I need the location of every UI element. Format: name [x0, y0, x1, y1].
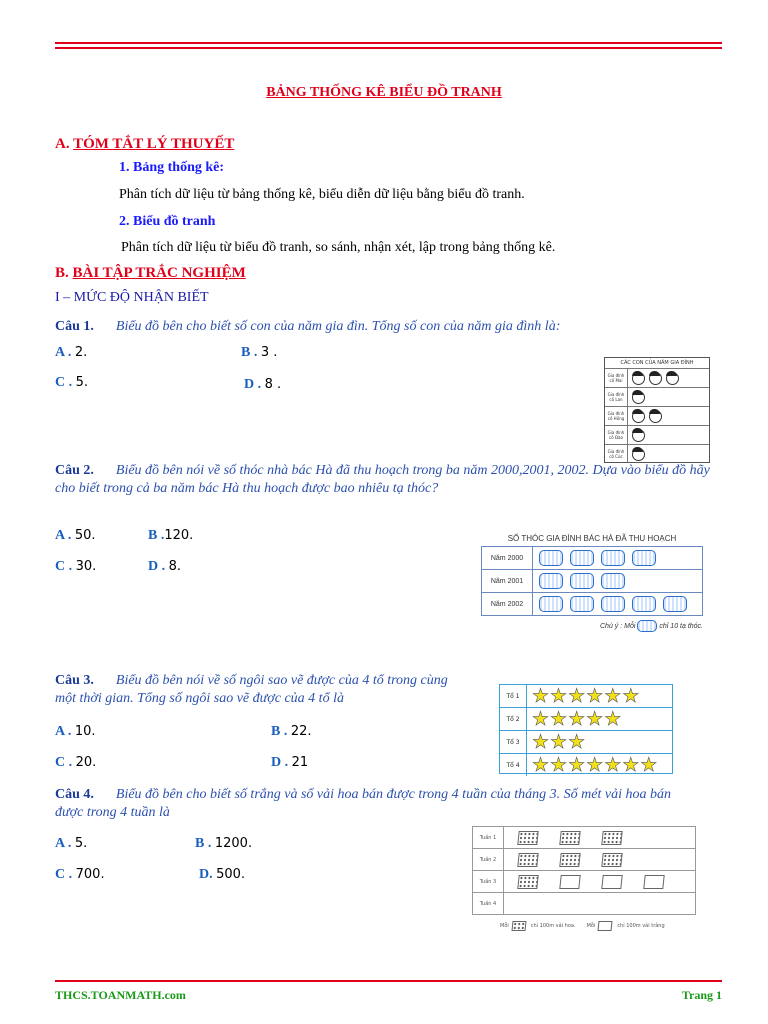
row-label: Gia đình cô Đào [605, 426, 628, 444]
row-label: Năm 2000 [482, 547, 533, 569]
white-fabric-icon [643, 875, 664, 889]
child-face-icon [632, 391, 645, 404]
option-value: 1200 [214, 836, 248, 851]
figure-stars-pictograph [499, 684, 673, 774]
option-value: 3 [260, 345, 270, 360]
q4-option-c[interactable] [55, 867, 105, 883]
theory-item-1-text: Phân tích dữ liệu từ bảng thống kê, biểu diễn dữ liệu bằng biểu đồ tranh. [119, 187, 525, 202]
option-key: D. [199, 867, 217, 882]
figure-legend [481, 616, 703, 632]
row-cells [527, 754, 658, 776]
question-text: Biểu đồ bên nói về số thóc nhà bác Hà đã thu hoạch trong ba năm 2000,2001, 2002. Dựa vào biểu đồ hãy cho biết trong cả ba năm bác Hà thu hoạch được bao nhiêu tạ thóc? [55, 463, 710, 496]
option-suffix: . [91, 528, 96, 543]
section-b-title: BÀI TẬP TRẮC NGHIỆM [72, 265, 246, 281]
option-value: 120 [164, 528, 190, 543]
child-face-icon [632, 429, 645, 442]
child-face-icon [649, 372, 662, 385]
option-key: C . [55, 867, 76, 882]
row-cells [533, 593, 702, 615]
option-suffix: . [83, 375, 89, 390]
figure-caption: CÁC CON CỦA NĂM GIA ĐÌNH [620, 360, 694, 366]
row-label: Tổ 2 [500, 708, 527, 730]
white-fabric-icon [601, 875, 622, 889]
child-face-icon [666, 372, 679, 385]
q2-option-c[interactable] [55, 559, 96, 575]
section-a-heading [55, 136, 234, 153]
figure-rows [472, 826, 696, 915]
option-key: C . [55, 559, 76, 574]
option-value: 10 [74, 724, 92, 739]
star-icon: ★ [604, 685, 623, 707]
flower-fabric-icon [517, 875, 538, 889]
row-label: Gia đình cô Cúc [605, 445, 628, 463]
option-value: 50 [74, 528, 92, 543]
option-suffix: . [91, 724, 96, 739]
rice-sack-icon [632, 550, 656, 566]
star-icon: ★ [532, 754, 551, 776]
option-value: 21 [291, 755, 309, 770]
star-icon: ★ [640, 754, 659, 776]
q3-option-c[interactable] [55, 755, 96, 771]
figure-row [500, 753, 672, 776]
q1-option-c[interactable] [55, 375, 88, 391]
section-b-heading [55, 265, 246, 282]
question-text: Biểu đồ bên nói về số ngôi sao vẽ được của 4 tổ trong cùng một thời gian. Tổng số ngôi sao vẽ được của 4 tổ là [55, 673, 448, 706]
figure-row [473, 848, 695, 870]
q1-option-b[interactable] [241, 345, 277, 361]
star-icon: ★ [622, 685, 641, 707]
legend-flower-prefix: Mỗi [500, 923, 509, 929]
question-3 [55, 671, 465, 707]
q3-option-b[interactable] [271, 724, 312, 740]
question-4 [55, 785, 675, 821]
option-key: D . [244, 377, 265, 392]
star-icon: ★ [604, 708, 623, 730]
row-cells [504, 827, 644, 848]
option-value: 2 [74, 345, 84, 360]
footer-rule [55, 980, 722, 982]
rice-sack-icon [570, 550, 594, 566]
figure-row [473, 892, 695, 914]
legend-white-suffix: chỉ 100m vải trắng [617, 923, 665, 929]
option-key: A . [55, 528, 75, 543]
theory-item-1-title: 1. Bảng thống kê: [119, 160, 225, 175]
rice-sack-icon [601, 596, 625, 612]
figure-row [605, 387, 709, 406]
question-label: Câu 4. [55, 787, 94, 802]
row-label: Gia đình cô Lan [605, 388, 628, 406]
star-icon: ★ [568, 754, 587, 776]
option-suffix: . [176, 559, 182, 574]
star-icon: ★ [568, 708, 587, 730]
child-face-icon [649, 410, 662, 423]
level-heading: I – MỨC ĐỘ NHẬN BIẾT [55, 290, 209, 305]
star-icon: ★ [550, 754, 569, 776]
star-icon: ★ [586, 754, 605, 776]
option-key: B . [195, 836, 215, 851]
figure-row [500, 730, 672, 753]
figure-row [500, 707, 672, 730]
question-label: Câu 2. [55, 463, 94, 478]
option-suffix: . [247, 836, 253, 851]
figure-row [605, 425, 709, 444]
child-face-icon [632, 410, 645, 423]
theory-item-2-title: 2. Biểu đồ tranh [119, 214, 216, 229]
footer-site: THCS.TOANMATH.com [55, 988, 186, 1002]
row-cells [628, 391, 645, 404]
option-suffix: . [269, 345, 278, 360]
star-icon: ★ [568, 731, 587, 753]
q2-option-d[interactable] [148, 559, 181, 575]
rice-sack-icon [601, 550, 625, 566]
figure-row [482, 592, 702, 615]
flower-fabric-icon [601, 831, 622, 845]
question-2 [55, 461, 722, 497]
flower-fabric-icon [601, 853, 622, 867]
row-cells [527, 685, 640, 707]
rice-sack-icon [632, 596, 656, 612]
option-value: 700 [75, 867, 101, 882]
header-rule-top [55, 42, 722, 44]
figure-rows [481, 546, 703, 616]
rice-sack-icon [539, 573, 563, 589]
rice-sack-icon [570, 573, 594, 589]
q4-option-a[interactable] [55, 836, 87, 852]
rice-sack-icon [601, 573, 625, 589]
figure-rice-pictograph [481, 532, 703, 642]
row-label: Tổ 4 [500, 754, 527, 776]
legend-flower-suffix: chỉ 100m vải hoa. [530, 923, 576, 929]
row-cells [628, 448, 645, 461]
row-cells [628, 429, 645, 442]
star-icon: ★ [622, 754, 641, 776]
option-key: C . [55, 375, 76, 390]
row-label: Tổ 3 [500, 731, 527, 753]
question-label: Câu 1. [55, 319, 94, 334]
section-a-title: TÓM TẮT LÝ THUYẾT [73, 136, 235, 152]
row-label: Tuần 1 [473, 827, 504, 848]
row-cells [527, 708, 622, 730]
row-cells [628, 372, 679, 385]
q4-option-b[interactable] [195, 836, 252, 852]
question-1 [55, 317, 715, 335]
option-key: A . [55, 836, 75, 851]
option-key: D . [148, 559, 169, 574]
figure-row [605, 406, 709, 425]
rice-sack-icon [539, 596, 563, 612]
option-key: B . [271, 724, 291, 739]
star-icon: ★ [550, 731, 569, 753]
flower-fabric-icon [559, 831, 580, 845]
section-b-prefix: B. [55, 265, 73, 281]
question-text: Biểu đồ bên cho biết số con của năm gia đìn. Tổng số con của năm gia đình là: [115, 319, 561, 334]
white-fabric-icon [598, 921, 613, 931]
option-suffix: . [100, 867, 105, 882]
rice-sack-icon [570, 596, 594, 612]
legend-prefix: Chú ý : Mỗi [600, 622, 636, 630]
q3-option-a[interactable] [55, 724, 96, 740]
figure-row [473, 827, 695, 848]
page-title: BẢNG THỐNG KÊ BIỂU ĐỒ TRANH [266, 85, 502, 100]
legend-white-prefix: Mỗi [586, 923, 596, 929]
row-label: Tuần 2 [473, 849, 504, 870]
star-icon: ★ [586, 685, 605, 707]
flower-fabric-icon [517, 831, 538, 845]
option-key: C . [55, 755, 76, 770]
option-value: 5 [74, 836, 84, 851]
row-cells [504, 871, 686, 892]
option-key: A . [55, 345, 75, 360]
option-suffix: . [272, 377, 282, 392]
row-label: Gia đình cô Mai [605, 369, 628, 387]
option-suffix: . [92, 559, 97, 574]
star-icon: ★ [532, 685, 551, 707]
option-suffix: . [307, 724, 312, 739]
row-label: Tuần 3 [473, 871, 504, 892]
q1-option-a[interactable] [55, 345, 87, 361]
figure-row [500, 685, 672, 707]
row-label: Gia đình cô Hồng [605, 407, 628, 425]
option-key: B . [148, 528, 165, 543]
legend-suffix: chỉ 10 tạ thóc. [659, 622, 703, 630]
option-value: 22 [290, 724, 308, 739]
star-icon: ★ [586, 708, 605, 730]
option-key: B . [241, 345, 261, 360]
row-cells [533, 570, 702, 592]
child-face-icon [632, 372, 645, 385]
option-suffix: . [240, 867, 246, 882]
star-icon: ★ [532, 731, 551, 753]
row-cells [628, 410, 662, 423]
star-icon: ★ [550, 685, 569, 707]
section-a-prefix: A. [55, 136, 74, 152]
option-suffix: . [83, 345, 88, 360]
q4-option-d[interactable] [199, 867, 245, 883]
option-suffix: . [189, 528, 194, 543]
header-rule-bottom [55, 47, 722, 49]
figure-legend [472, 915, 696, 931]
figure-row [482, 547, 702, 569]
star-icon: ★ [568, 685, 587, 707]
star-icon: ★ [550, 708, 569, 730]
theory-item-2-text: Phân tích dữ liệu từ biểu đồ tranh, so sánh, nhận xét, lập trong bảng thống kê. [121, 240, 556, 255]
row-label: Tổ 1 [500, 685, 527, 707]
figure-children-pictograph [604, 357, 710, 463]
row-label: Năm 2002 [482, 593, 533, 615]
q2-option-a[interactable] [55, 528, 96, 544]
question-label: Câu 3. [55, 673, 94, 688]
option-value: 30 [75, 559, 93, 574]
option-value: 8 [264, 377, 273, 392]
option-suffix: . [92, 755, 97, 770]
star-icon: ★ [604, 754, 623, 776]
row-cells [504, 893, 518, 914]
flower-fabric-icon [511, 921, 526, 931]
option-suffix: . [83, 836, 88, 851]
question-text: Biểu đồ bên cho biết số trắng và số vải hoa bán được trong 4 tuần của tháng 3. Số mét vải hoa bán được trong 4 tuần là [55, 787, 671, 820]
rice-sack-icon [637, 620, 657, 632]
option-value: 20 [75, 755, 93, 770]
figure-row [473, 870, 695, 892]
figure-row [482, 569, 702, 592]
star-icon: ★ [532, 708, 551, 730]
child-face-icon [632, 448, 645, 461]
option-value: 500 [216, 867, 241, 882]
figure-fabric-pictograph [472, 826, 696, 930]
flower-fabric-icon [517, 853, 538, 867]
q1-option-d[interactable] [244, 377, 281, 393]
figure-caption: SỐ THÓC GIA ĐÌNH BÁC HÀ ĐÃ THU HOẠCH [507, 534, 677, 543]
row-label: Năm 2001 [482, 570, 533, 592]
option-value: 5 [75, 375, 84, 390]
figure-rows [605, 368, 709, 463]
footer-page-number: Trang 1 [681, 988, 722, 1002]
rice-sack-icon [539, 550, 563, 566]
white-fabric-icon [559, 875, 580, 889]
option-key: D . [271, 755, 292, 770]
figure-row [605, 368, 709, 387]
row-label: Tuần 4 [473, 893, 504, 914]
option-value: 8 [168, 559, 177, 574]
q3-option-d[interactable] [271, 755, 308, 771]
row-cells [527, 731, 586, 753]
option-key: A . [55, 724, 75, 739]
rice-sack-icon [663, 596, 687, 612]
flower-fabric-icon [559, 853, 580, 867]
q2-option-b[interactable] [148, 528, 193, 544]
row-cells [504, 849, 644, 870]
row-cells [533, 547, 702, 569]
